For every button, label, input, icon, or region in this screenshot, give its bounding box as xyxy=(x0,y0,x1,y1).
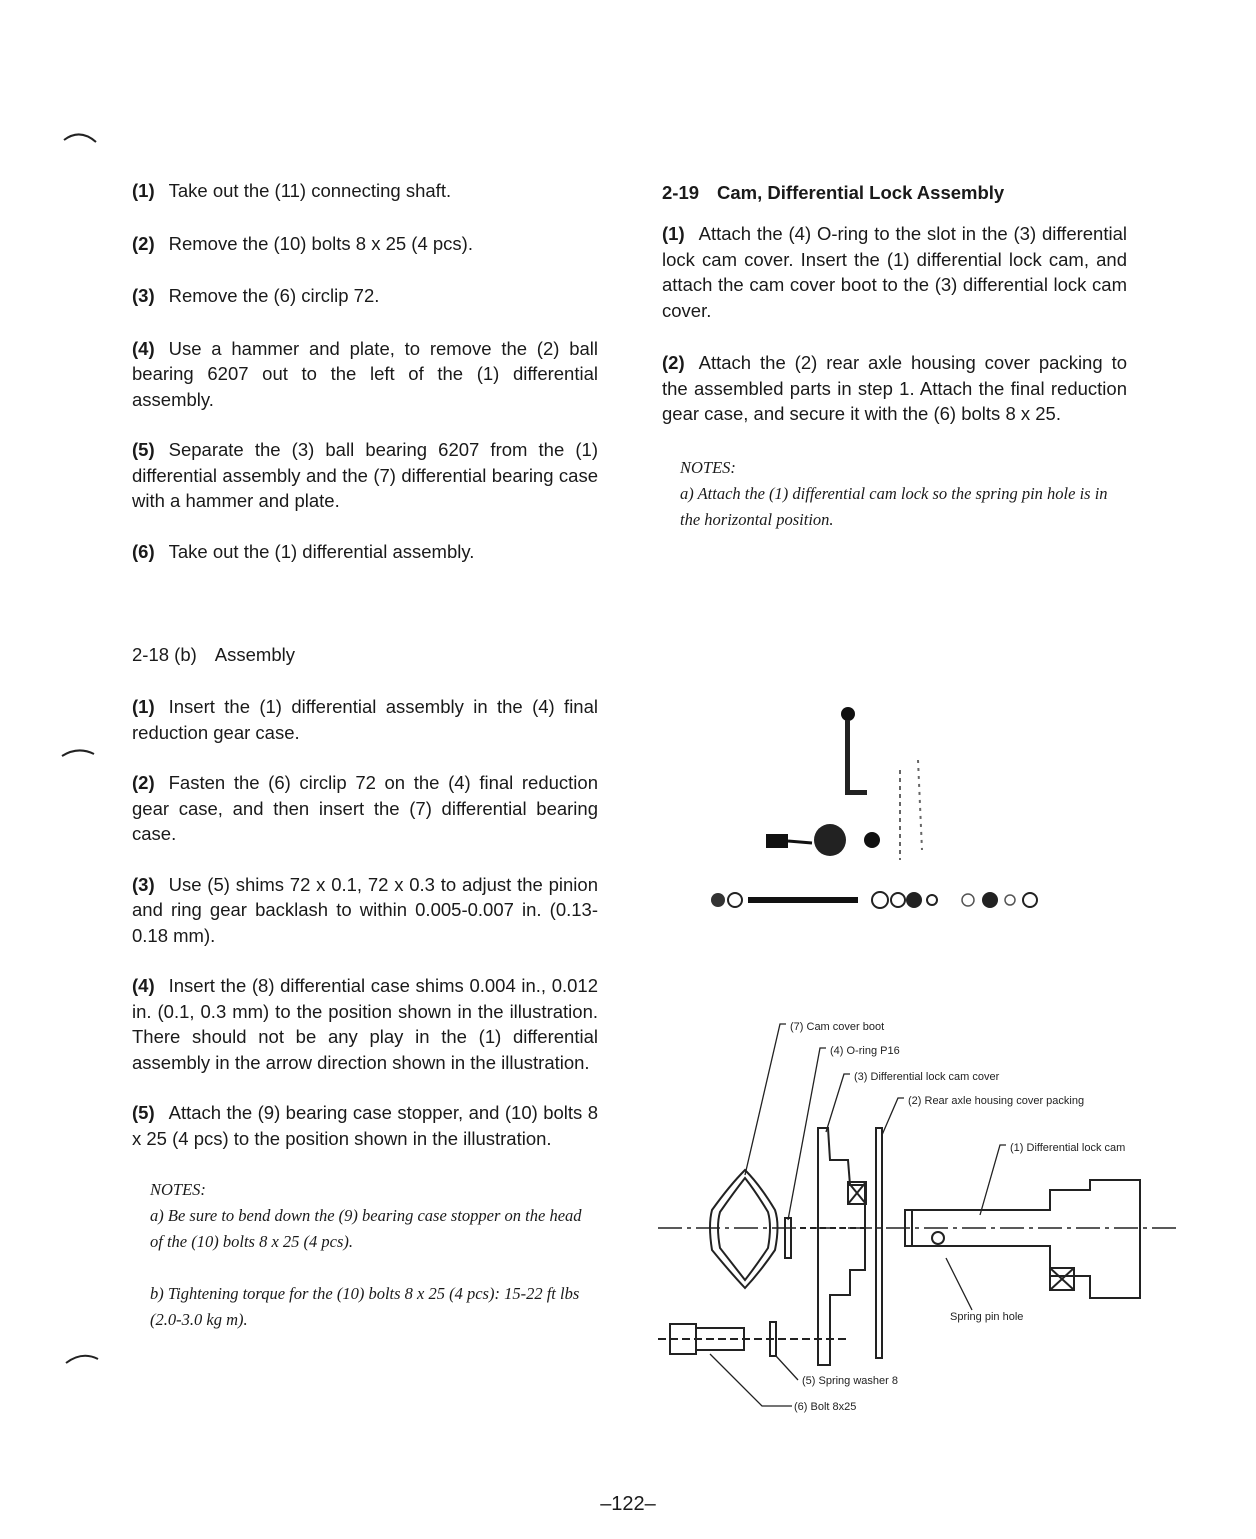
cam-cover-boot-shape xyxy=(710,1170,778,1288)
assembly-notes xyxy=(132,1177,598,1333)
left-column xyxy=(132,178,598,1333)
note: a) Be sure to bend down the (9) bearing case stopper on the head of the (10) bolts 8 x 25 (4 pcs). xyxy=(150,1206,582,1251)
label-bolt: (6) Bolt 8x25 xyxy=(794,1401,857,1413)
cam-steps xyxy=(662,221,1127,427)
label-cover-packing: (2) Rear axle housing cover packing xyxy=(908,1095,1085,1107)
disassembly-step: (4) Use a hammer and plate, to remove the (2) ball bearing 6207 out to the left of the (1) differential assembly. xyxy=(132,337,598,410)
label-lock-cam: (1) Differential lock cam xyxy=(1010,1142,1126,1154)
margin-mark xyxy=(64,1349,104,1369)
section-heading: 2-18 (b) Assembly xyxy=(132,644,295,665)
disassembly-steps xyxy=(132,178,598,564)
assembly-steps xyxy=(132,694,598,1151)
label-o-ring: (4) O-ring P16 xyxy=(830,1045,900,1057)
assembly-step: (1) Insert the (1) differential assembly in the (4) final reduction gear case. xyxy=(132,696,598,743)
label-lock-cam-cover: (3) Differential lock cam cover xyxy=(854,1071,1000,1083)
disassembly-step: (2) Remove the (10) bolts 8 x 25 (4 pcs). xyxy=(132,232,473,254)
notes-title: NOTES: xyxy=(680,457,736,477)
notes-title: NOTES: xyxy=(150,1180,206,1199)
margin-mark xyxy=(60,744,100,764)
section-heading: 2-19 Cam, Differential Lock Assembly xyxy=(662,182,1005,203)
assembly-step: (4) Insert the (8) differential case shims 0.004 in., 0.012 in. (0.1, 0.3 mm) to the position shown in the illustration. There should not be any play in the (1) differential assembly in the arrow direction shown in the illustration. xyxy=(132,975,598,1073)
cam-notes xyxy=(662,455,1127,533)
boot-cam-parts xyxy=(766,824,880,856)
cam-step: (1) Attach the (4) O-ring to the slot in the (3) differential lock cam cover. Insert the (1) differential lock cam, and attach the cam cover boot to the (3) differential lock cam cover. xyxy=(662,223,1127,321)
assembly-step: (5) Attach the (9) bearing case stopper, and (10) bolts 8 x 25 (4 pcs) to the position shown in the illustration. xyxy=(132,1102,598,1149)
o-ring-shape xyxy=(785,1218,791,1258)
label-spring-pin-hole: Spring pin hole xyxy=(950,1311,1024,1323)
disassembly-step: (3) Remove the (6) circlip 72. xyxy=(132,285,380,306)
lock-cam-cover-shape xyxy=(800,1128,866,1365)
parts-photo xyxy=(690,700,1070,920)
disassembly-step: (1) Take out the (11) connecting shaft. xyxy=(132,180,452,201)
assembly-step: (3) Use (5) shims 72 x 0.1, 72 x 0.3 to adjust the pinion and ring gear backlash to within 0.005-0.007 in. (0.13-0.18 mm). xyxy=(132,873,598,946)
bolt-shape xyxy=(658,1324,850,1354)
lock-cam-shape xyxy=(905,1180,1140,1298)
cover-packing-shape xyxy=(876,1128,882,1358)
shaft-assembly-part xyxy=(711,892,1037,908)
lever-part xyxy=(841,707,867,795)
right-column xyxy=(662,182,1127,533)
disassembly-step: (6) Take out the (1) differential assembly. xyxy=(132,540,475,562)
disassembly-step: (5) Separate the (3) ball bearing 6207 from the (1) differential assembly and the (7) differential bearing case with a hammer and plate. xyxy=(132,439,598,511)
label-cam-cover-boot: (7) Cam cover boot xyxy=(790,1021,885,1033)
assembly-step: (2) Fasten the (6) circlip 72 on the (4) final reduction gear case, and then insert the (7) differential bearing case. xyxy=(132,772,598,844)
margin-mark xyxy=(62,128,102,148)
note: b) Tightening torque for the (10) bolts 8 x 25 (4 pcs): 15-22 ft lbs (2.0-3.0 kg m). xyxy=(150,1284,580,1329)
label-spring-washer: (5) Spring washer 8 xyxy=(802,1375,898,1387)
note: a) Attach the (1) differential cam lock so the spring pin hole is in the horizontal position. xyxy=(680,483,1108,529)
cam-step: (2) Attach the (2) rear axle housing cover packing to the assembled parts in step 1. Attach the final reduction gear case, and secure it with the (6) bolts 8 x 25. xyxy=(662,352,1127,424)
spring-pin-part xyxy=(900,760,922,860)
exploded-diagram xyxy=(650,1010,1190,1420)
page-number: –122– xyxy=(600,1493,656,1515)
